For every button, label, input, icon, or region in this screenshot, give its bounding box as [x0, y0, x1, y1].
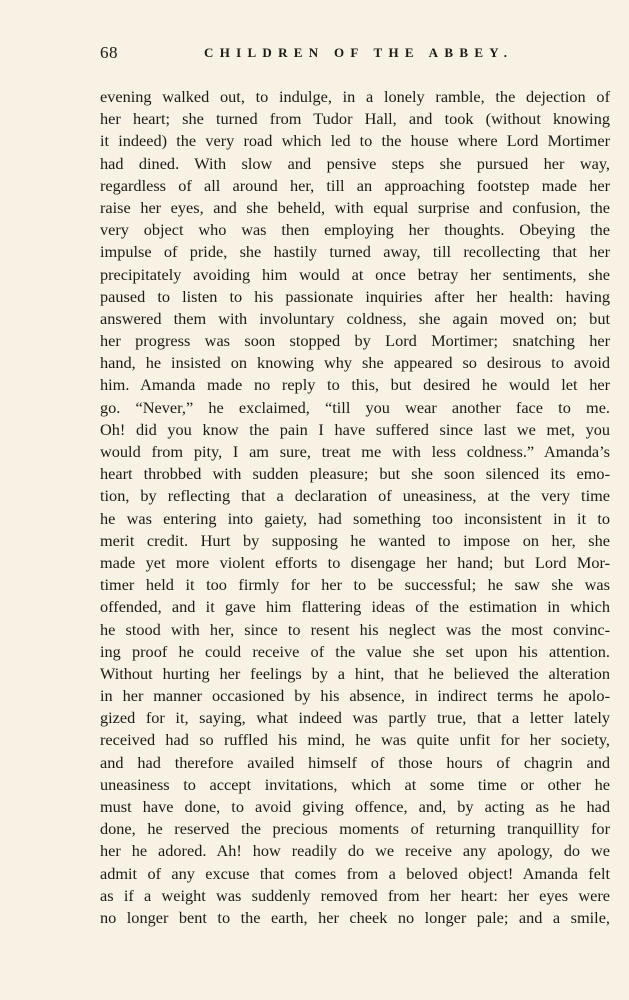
text-line: heart throbbed with sudden pleasure; but she soon silenced its emo- [100, 464, 610, 484]
text-line: hand, he insisted on knowing why she appeared so desirous to avoid [100, 353, 610, 373]
page-number: 68 [100, 43, 118, 62]
text-line: Without hurting her feelings by a hint, that he believed the alteration [100, 663, 610, 683]
text-line: gized for it, saying, what indeed was partly true, that a letter lately [100, 708, 610, 728]
text-line: impulse of pride, she hastily turned away, till recollecting that her [100, 242, 610, 262]
text-line: timer held it too firmly for her to be successful; he saw she was [100, 575, 610, 595]
body-text [100, 86, 610, 929]
text-line: admit of any excuse that comes from a beloved object! Amanda felt [100, 863, 610, 883]
text-line: must have done, to avoid giving offence, and, by acting as he had [100, 797, 610, 816]
text-line: Oh! did you know the pain I have suffered since last we met, you [100, 419, 610, 439]
text-line: received had so ruffled his mind, he was quite unfit for her society, [100, 730, 610, 750]
text-line: regardless of all around her, till an approaching footstep made her [100, 175, 610, 195]
text-line: ing proof he could receive of the value she set upon his attention. [100, 641, 610, 661]
text-line: he stood with her, since to resent his neglect was the most convinc- [100, 619, 610, 639]
text-line: evening walked out, to indulge, in a lonely ramble, the dejection of [100, 87, 610, 106]
running-head [100, 40, 610, 66]
text-line: offended, and it gave him flattering ideas of the estimation in which [100, 597, 610, 617]
text-line: no longer bent to the earth, her cheek no longer pale; and a smile, [100, 907, 610, 927]
running-title: CHILDREN OF THE ABBEY. [204, 45, 514, 60]
text-line: paused to listen to his passionate inquiries after her health: having [100, 286, 610, 306]
text-line: merit credit. Hurt by supposing he wanted to impose on her, she [100, 530, 610, 550]
text-line: tion, by reflecting that a declaration of uneasiness, at the very time [100, 486, 610, 506]
text-line: her he adored. Ah! how readily do we receive any apology, do we [100, 841, 610, 861]
text-line: very object who was then employing her thoughts. Obeying the [100, 220, 610, 240]
text-line: uneasiness to accept invitations, which at some time or other he [100, 774, 610, 794]
text-line: done, he reserved the precious moments of returning tranquillity for [100, 819, 610, 839]
text-line: go. “Never,” he exclaimed, “till you wear another face to me. [100, 397, 610, 417]
text-line: precipitately avoiding him would at once betray her sentiments, she [100, 264, 610, 284]
text-line: it indeed) the very road which led to the house where Lord Mortimer [100, 131, 610, 151]
text-line: made yet more violent efforts to disengage her hand; but Lord Mor- [100, 552, 610, 572]
text-line: raise her eyes, and she beheld, with equal surprise and confusion, the [100, 197, 610, 217]
text-line: her heart; she turned from Tudor Hall, and took (without knowing [100, 109, 610, 129]
text-line: answered them with involuntary coldness, she again moved on; but [100, 308, 610, 328]
text-line: as if a weight was suddenly removed from her heart: her eyes were [100, 885, 610, 905]
text-line: and had therefore availed himself of those hours of chagrin and [100, 752, 610, 772]
text-line: he was entering into gaiety, had something too inconsistent in it to [100, 508, 610, 528]
text-line: would from pity, I am sure, treat me with less coldness.” Amanda’s [100, 442, 610, 461]
text-line: had dined. With slow and pensive steps she pursued her way, [100, 153, 610, 173]
text-line: her progress was soon stopped by Lord Mortimer; snatching her [100, 331, 610, 351]
text-line: in her manner occasioned by his absence, in indirect terms he apolo- [100, 686, 610, 706]
text-line: him. Amanda made no reply to this, but desired he would let her [100, 375, 610, 395]
